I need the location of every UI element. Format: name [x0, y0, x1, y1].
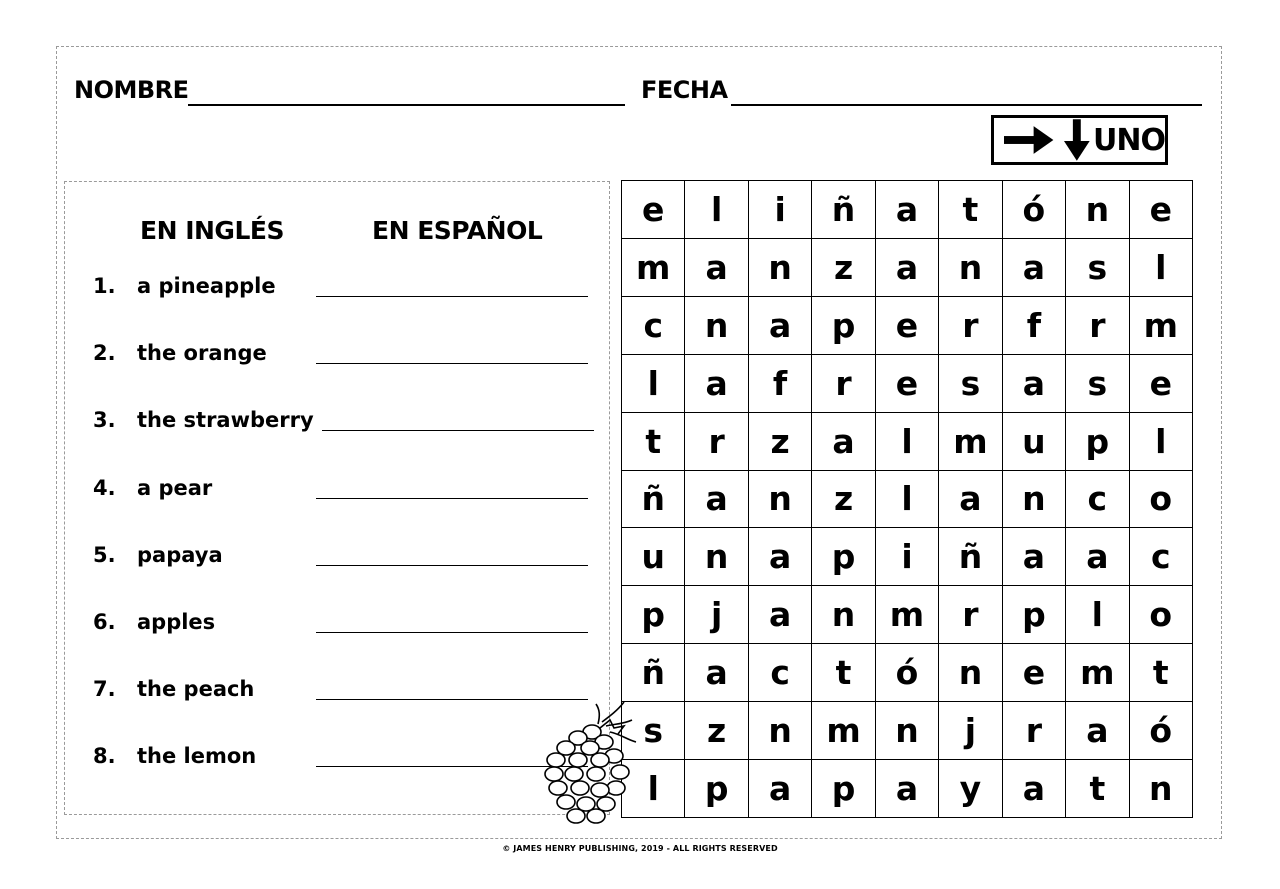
- grid-cell[interactable]: i: [749, 181, 812, 239]
- grid-cell[interactable]: z: [749, 413, 812, 471]
- grid-cell[interactable]: n: [876, 702, 939, 760]
- grid-cell[interactable]: a: [749, 297, 812, 355]
- grid-cell[interactable]: n: [1130, 760, 1193, 818]
- grid-cell[interactable]: c: [622, 297, 685, 355]
- grid-cell[interactable]: t: [812, 644, 875, 702]
- grid-cell[interactable]: n: [685, 297, 748, 355]
- vocab-english-word: the peach: [137, 677, 255, 702]
- grid-cell[interactable]: l: [876, 471, 939, 529]
- grid-cell[interactable]: ó: [876, 644, 939, 702]
- word-search-grid: [621, 180, 1193, 818]
- grid-cell[interactable]: a: [1003, 239, 1066, 297]
- grid-cell[interactable]: a: [939, 471, 1002, 529]
- grid-cell[interactable]: i: [876, 528, 939, 586]
- spanish-answer-field[interactable]: [316, 632, 588, 633]
- badge-label: UNO: [1093, 122, 1165, 158]
- name-label: NOMBRE: [74, 76, 189, 104]
- grid-cell[interactable]: n: [1003, 471, 1066, 529]
- grid-cell[interactable]: f: [1003, 297, 1066, 355]
- grid-cell[interactable]: z: [685, 702, 748, 760]
- grid-cell[interactable]: p: [812, 760, 875, 818]
- grid-cell[interactable]: s: [1066, 355, 1129, 413]
- vocab-number: 2.: [93, 341, 116, 366]
- vocab-number: 6.: [93, 610, 116, 634]
- vocab-english-word: a pineapple: [137, 274, 276, 298]
- grid-cell[interactable]: c: [749, 644, 812, 702]
- grid-cell[interactable]: a: [876, 181, 939, 239]
- spanish-answer-field[interactable]: [316, 296, 588, 297]
- vocab-number: 1.: [93, 274, 116, 298]
- grid-cell[interactable]: l: [622, 355, 685, 413]
- grid-cell[interactable]: a: [749, 760, 812, 818]
- grid-cell[interactable]: ñ: [622, 644, 685, 702]
- grid-cell[interactable]: t: [1066, 760, 1129, 818]
- grid-cell[interactable]: ñ: [939, 528, 1002, 586]
- spanish-answer-field[interactable]: [316, 565, 588, 566]
- grid-cell[interactable]: p: [1066, 413, 1129, 471]
- grid-cell[interactable]: e: [622, 181, 685, 239]
- heading-spanish: EN ESPAÑOL: [372, 216, 543, 245]
- grid-cell[interactable]: a: [749, 586, 812, 644]
- heading-english: EN INGLÉS: [140, 216, 284, 245]
- name-field[interactable]: [188, 104, 625, 106]
- grid-cell[interactable]: a: [685, 355, 748, 413]
- grid-cell[interactable]: l: [622, 760, 685, 818]
- grid-cell[interactable]: p: [812, 297, 875, 355]
- grid-cell[interactable]: r: [1003, 702, 1066, 760]
- grid-cell[interactable]: n: [749, 471, 812, 529]
- grid-cell[interactable]: a: [1003, 528, 1066, 586]
- grid-cell[interactable]: e: [1130, 355, 1193, 413]
- grid-cell[interactable]: m: [622, 239, 685, 297]
- grid-cell[interactable]: j: [939, 702, 1002, 760]
- grid-cell[interactable]: r: [939, 297, 1002, 355]
- grid-cell[interactable]: n: [812, 586, 875, 644]
- grid-cell[interactable]: s: [1066, 239, 1129, 297]
- grid-cell[interactable]: c: [1130, 528, 1193, 586]
- grid-cell[interactable]: r: [685, 413, 748, 471]
- grid-cell[interactable]: j: [685, 586, 748, 644]
- raspberry-illustration: [540, 702, 650, 826]
- grid-cell[interactable]: ñ: [812, 181, 875, 239]
- grid-cell[interactable]: t: [1130, 644, 1193, 702]
- grid-cell[interactable]: n: [939, 239, 1002, 297]
- grid-cell[interactable]: u: [1003, 413, 1066, 471]
- grid-cell[interactable]: a: [685, 644, 748, 702]
- grid-cell[interactable]: c: [1066, 471, 1129, 529]
- vocab-english-word: papaya: [137, 542, 223, 567]
- grid-cell[interactable]: o: [1130, 586, 1193, 644]
- grid-cell[interactable]: z: [812, 239, 875, 297]
- grid-cell[interactable]: n: [1066, 181, 1129, 239]
- grid-cell[interactable]: m: [1130, 297, 1193, 355]
- grid-cell[interactable]: r: [812, 355, 875, 413]
- date-label: FECHA: [641, 76, 728, 104]
- vocab-number: 3.: [93, 408, 116, 433]
- grid-cell[interactable]: u: [622, 528, 685, 586]
- arrow-right-icon: [1004, 123, 1055, 157]
- arrow-down-icon: [1063, 119, 1091, 161]
- grid-cell[interactable]: r: [1066, 297, 1129, 355]
- grid-cell[interactable]: n: [939, 644, 1002, 702]
- spanish-answer-field[interactable]: [316, 699, 588, 700]
- grid-cell[interactable]: t: [622, 413, 685, 471]
- spanish-answer-field[interactable]: [322, 430, 594, 431]
- grid-cell[interactable]: p: [1003, 586, 1066, 644]
- grid-cell[interactable]: m: [939, 413, 1002, 471]
- spanish-answer-field[interactable]: [316, 363, 588, 364]
- vocab-number: 4.: [93, 475, 116, 500]
- grid-cell[interactable]: t: [939, 181, 1002, 239]
- vocab-number: 5.: [93, 542, 116, 567]
- grid-cell[interactable]: a: [1003, 355, 1066, 413]
- vocab-english-word: the lemon: [137, 744, 257, 769]
- grid-cell[interactable]: a: [1066, 702, 1129, 760]
- vocab-number: 7.: [93, 677, 116, 702]
- vocab-english-word: apples: [137, 610, 216, 634]
- grid-cell[interactable]: n: [685, 528, 748, 586]
- grid-cell[interactable]: y: [939, 760, 1002, 818]
- direction-badge: [991, 115, 1168, 165]
- grid-cell[interactable]: a: [1066, 528, 1129, 586]
- grid-cell[interactable]: l: [1066, 586, 1129, 644]
- vocab-english-word: a pear: [137, 475, 213, 500]
- grid-cell[interactable]: p: [622, 586, 685, 644]
- grid-cell[interactable]: o: [1130, 471, 1193, 529]
- grid-cell[interactable]: a: [1003, 760, 1066, 818]
- grid-cell[interactable]: m: [1066, 644, 1129, 702]
- grid-cell[interactable]: l: [876, 413, 939, 471]
- grid-cell[interactable]: m: [812, 702, 875, 760]
- copyright-footer: © JAMES HENRY PUBLISHING, 2019 - ALL RIGHTS RESERVED: [502, 844, 778, 853]
- grid-cell[interactable]: a: [685, 239, 748, 297]
- grid-cell[interactable]: s: [622, 702, 685, 760]
- grid-cell[interactable]: ñ: [622, 471, 685, 529]
- grid-cell[interactable]: f: [749, 355, 812, 413]
- grid-cell[interactable]: e: [1130, 181, 1193, 239]
- spanish-answer-field[interactable]: [316, 498, 588, 499]
- grid-cell[interactable]: e: [1003, 644, 1066, 702]
- grid-cell[interactable]: p: [812, 528, 875, 586]
- date-field[interactable]: [731, 104, 1202, 106]
- grid-cell[interactable]: s: [939, 355, 1002, 413]
- grid-cell[interactable]: n: [749, 239, 812, 297]
- grid-cell[interactable]: e: [876, 297, 939, 355]
- grid-cell[interactable]: l: [685, 181, 748, 239]
- grid-cell[interactable]: p: [685, 760, 748, 818]
- grid-cell[interactable]: r: [939, 586, 1002, 644]
- grid-cell[interactable]: a: [812, 413, 875, 471]
- vocab-english-word: the strawberry: [137, 408, 314, 433]
- grid-cell[interactable]: a: [749, 528, 812, 586]
- grid-cell[interactable]: m: [876, 586, 939, 644]
- grid-cell[interactable]: z: [812, 471, 875, 529]
- grid-cell[interactable]: l: [1130, 413, 1193, 471]
- grid-cell[interactable]: a: [876, 239, 939, 297]
- grid-cell[interactable]: a: [876, 760, 939, 818]
- grid-cell[interactable]: l: [1130, 239, 1193, 297]
- grid-cell[interactable]: ó: [1130, 702, 1193, 760]
- vocab-english-word: the orange: [137, 341, 267, 366]
- vocab-number: 8.: [93, 744, 116, 769]
- grid-cell[interactable]: n: [749, 702, 812, 760]
- grid-cell[interactable]: a: [685, 471, 748, 529]
- grid-cell[interactable]: ó: [1003, 181, 1066, 239]
- grid-cell[interactable]: e: [876, 355, 939, 413]
